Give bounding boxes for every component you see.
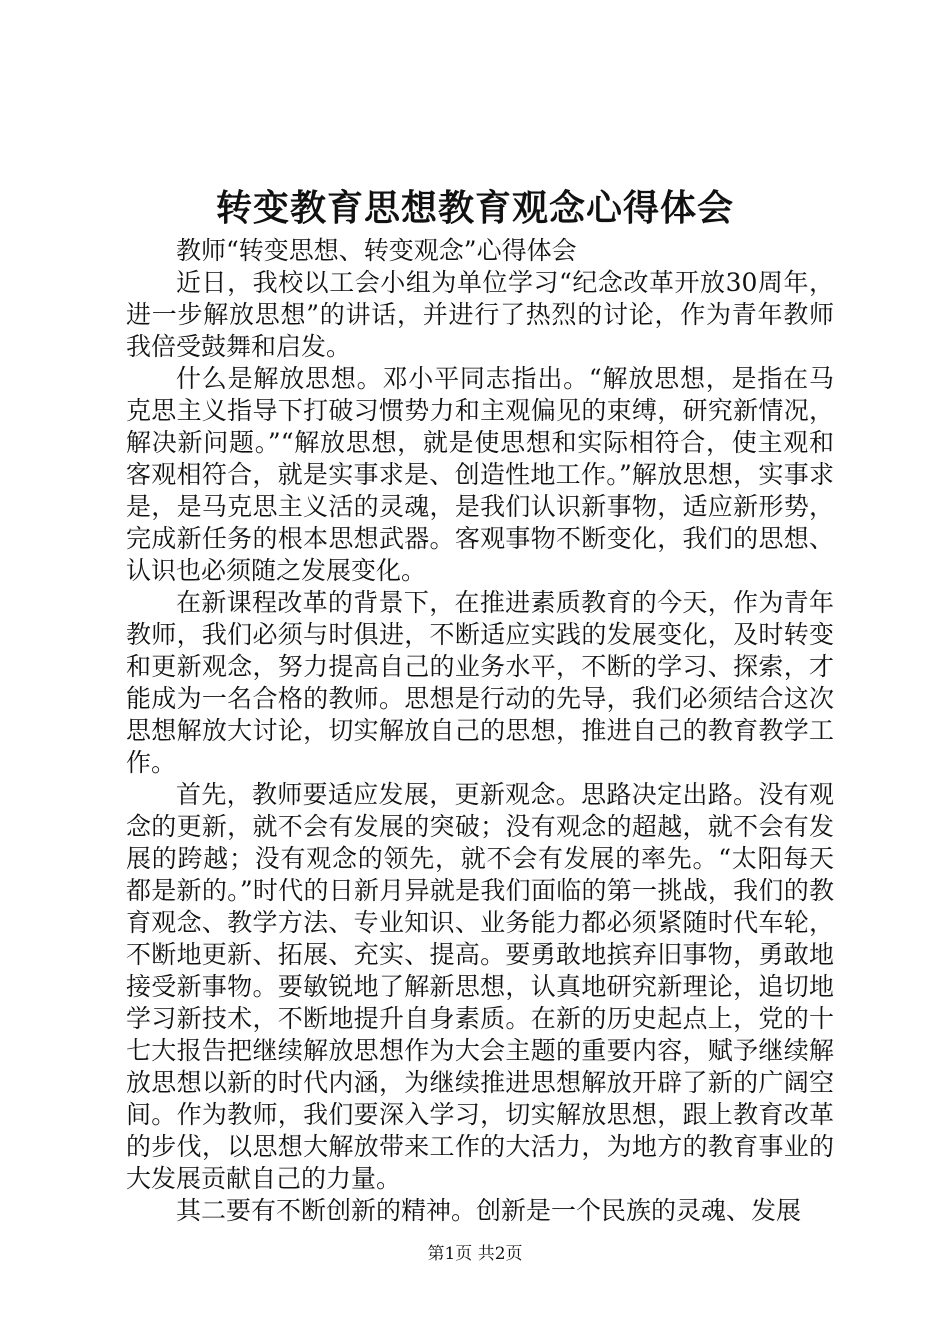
paragraph: 其二要有不断创新的精神。创新是一个民族的灵魂、发展 bbox=[176, 1196, 802, 1225]
paragraph-subtitle: 教师“转变思想、转变观念”心得体会 bbox=[176, 236, 577, 265]
paragraph: 首先，教师要适应发展，更新观念。思路决定出路。没有观念的更新，就不会有发展的突破；没有观念的超越，就不会有发展的跨越；没有观念的领先，就不会有发展的率先。“太阳每天都是新的。”时代的日新月异就是我们面临的第一挑战，我们的教育观念、教学方法、专业知识、业务能力都必须紧随时代车轮，不断地更新、拓展、充实、提高。要勇敢地摈弃旧事物，勇敢地接受新事物。要敏锐地了解新思想，认真地研究新理论，追切地学习新技术，不断地提升自身素质。在新的历史起点上，党的十七大报告把继续解放思想作为大会主题的重要内容，赋予继续解放思想以新的时代内涵，为继续推进思想解放开辟了新的广阔空间。作为教师，我们要深入学习，切实解放思想，跟上教育改革的步伐，以思想大解放带来工作的大活力，为地方的教育事业的大发展贡献自己的力量。 bbox=[126, 780, 834, 1193]
page-number-footer: 第1页 共2页 bbox=[427, 1244, 523, 1264]
paragraph: 在新课程改革的背景下，在推进素质教育的今天，作为青年教师，我们必须与时俱进，不断适应实践的发展变化，及时转变和更新观念，努力提高自己的业务水平，不断的学习、探索，才能成为一名合格的教师。思想是行动的先导，我们必须结合这次思想解放大讨论，切实解放自己的思想，推进自己的教育教学工作。 bbox=[126, 588, 834, 777]
document-body bbox=[126, 235, 834, 1227]
document-title: 转变教育思想教育观念心得体会 bbox=[215, 187, 734, 229]
paragraph: 什么是解放思想。邓小平同志指出。“解放思想，是指在马克思主义指导下打破习惯势力和主观偏见的束缚，研究新情况，解决新问题。”“解放思想，就是使思想和实际相符合，使主观和客观相符合，就是实事求是、创造性地工作。”解放思想，实事求是，是马克思主义活的灵魂，是我们认识新事物，适应新形势，完成新任务的根本思想武器。客观事物不断变化，我们的思想、认识也必须随之发展变化。 bbox=[126, 364, 834, 585]
paragraph: 近日，我校以工会小组为单位学习“纪念改革开放30周年，进一步解放思想”的讲话，并进行了热烈的讨论，作为青年教师我倍受鼓舞和启发。 bbox=[126, 268, 834, 361]
